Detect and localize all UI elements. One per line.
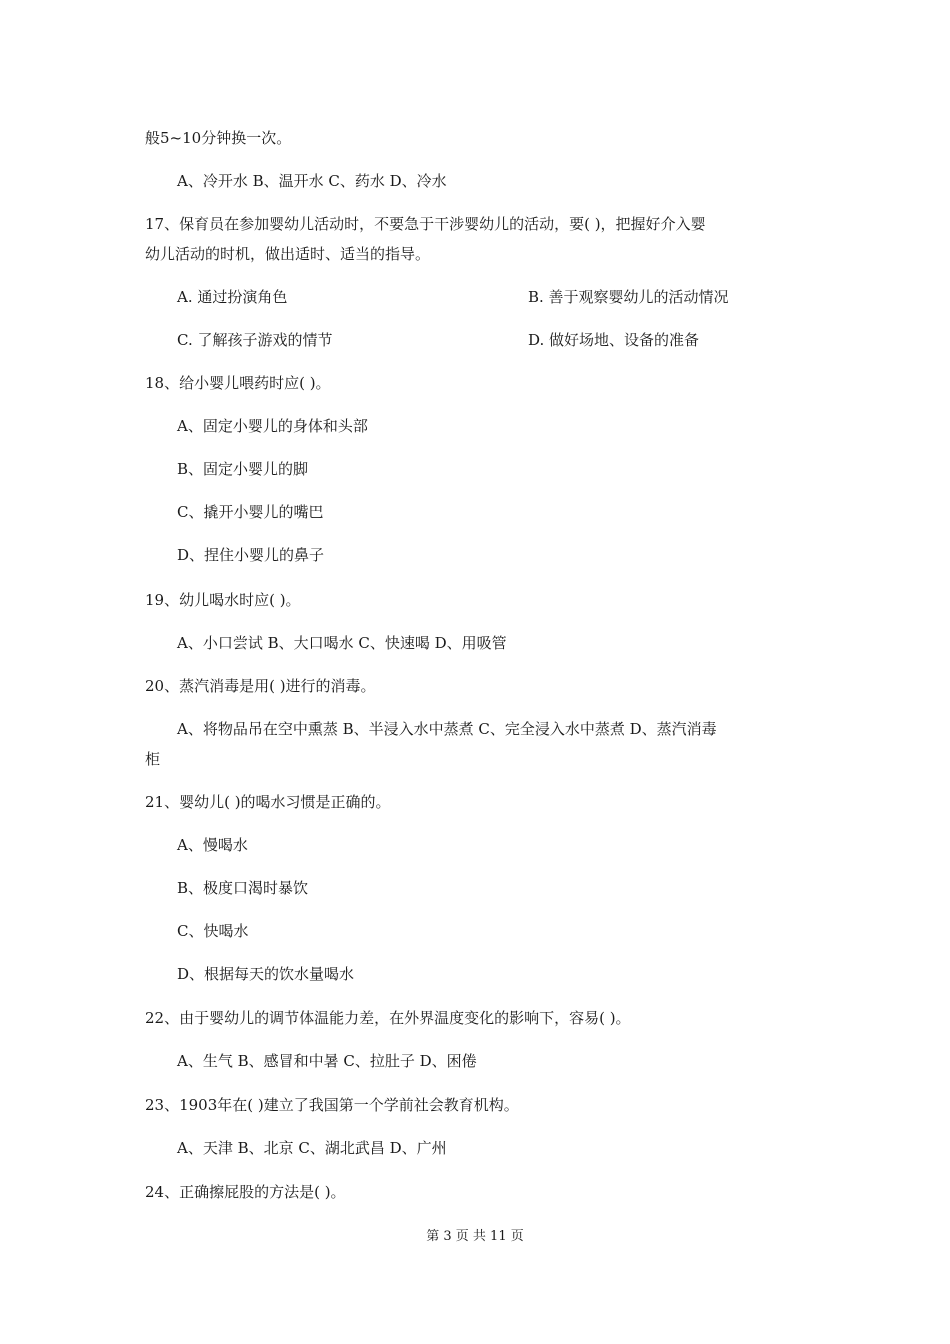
question-text-line: 柜 [145, 750, 161, 768]
option-text-line: D、根据每天的饮水量喝水 [177, 965, 355, 983]
option-text-line: B. 善于观察婴幼儿的活动情况 [528, 288, 729, 306]
option-text-line: A、小口尝试 B、大口喝水 C、快速喝 D、用吸管 [177, 634, 507, 652]
option-text-line: A、冷开水 B、温开水 C、药水 D、冷水 [177, 172, 447, 190]
option-text-line: C. 了解孩子游戏的情节 [177, 331, 333, 349]
option-text-line: A、天津 B、北京 C、湖北武昌 D、广州 [177, 1139, 447, 1157]
option-text-line: C、撬开小婴儿的嘴巴 [177, 503, 324, 521]
question-text-line: 般5~10分钟换一次。 [145, 129, 292, 147]
question-text-line: 19、幼儿喝水时应( )。 [145, 591, 301, 609]
question-text-line: 22、由于婴幼儿的调节体温能力差，在外界温度变化的影响下，容易( )。 [145, 1009, 631, 1027]
question-text-line: 20、蒸汽消毒是用( )进行的消毒。 [145, 677, 376, 695]
option-text-line: B、固定小婴儿的脚 [177, 460, 309, 478]
question-text-line: 23、1903年在( )建立了我国第一个学前社会教育机构。 [145, 1096, 519, 1114]
option-text-line: A、将物品吊在空中熏蒸 B、半浸入水中蒸煮 C、完全浸入水中蒸煮 D、蒸汽消毒 [177, 720, 717, 738]
option-text-line: D. 做好场地、设备的准备 [528, 331, 700, 349]
option-text-line: A、慢喝水 [177, 836, 248, 854]
option-text-line: B、极度口渴时暴饮 [177, 879, 309, 897]
question-text-line: 17、保育员在参加婴幼儿活动时，不要急于干涉婴幼儿的活动，要( )，把握好介入婴 [145, 215, 706, 233]
question-text-line: 幼儿活动的时机，做出适时、适当的指导。 [145, 245, 431, 263]
question-text-line: 18、给小婴儿喂药时应( )。 [145, 374, 331, 392]
question-text-line: 21、婴幼儿( )的喝水习惯是正确的。 [145, 793, 391, 811]
option-text-line: C、快喝水 [177, 922, 249, 940]
question-text-line: 24、正确擦屁股的方法是( )。 [145, 1183, 346, 1201]
option-text-line: D、捏住小婴儿的鼻子 [177, 546, 325, 564]
option-text-line: A、生气 B、感冒和中暑 C、拉肚子 D、困倦 [177, 1052, 477, 1070]
option-text-line: A. 通过扮演角色 [177, 288, 288, 306]
page-footer: 第 3 页 共 11 页 [426, 1229, 524, 1244]
option-text-line: A、固定小婴儿的身体和头部 [177, 417, 368, 435]
